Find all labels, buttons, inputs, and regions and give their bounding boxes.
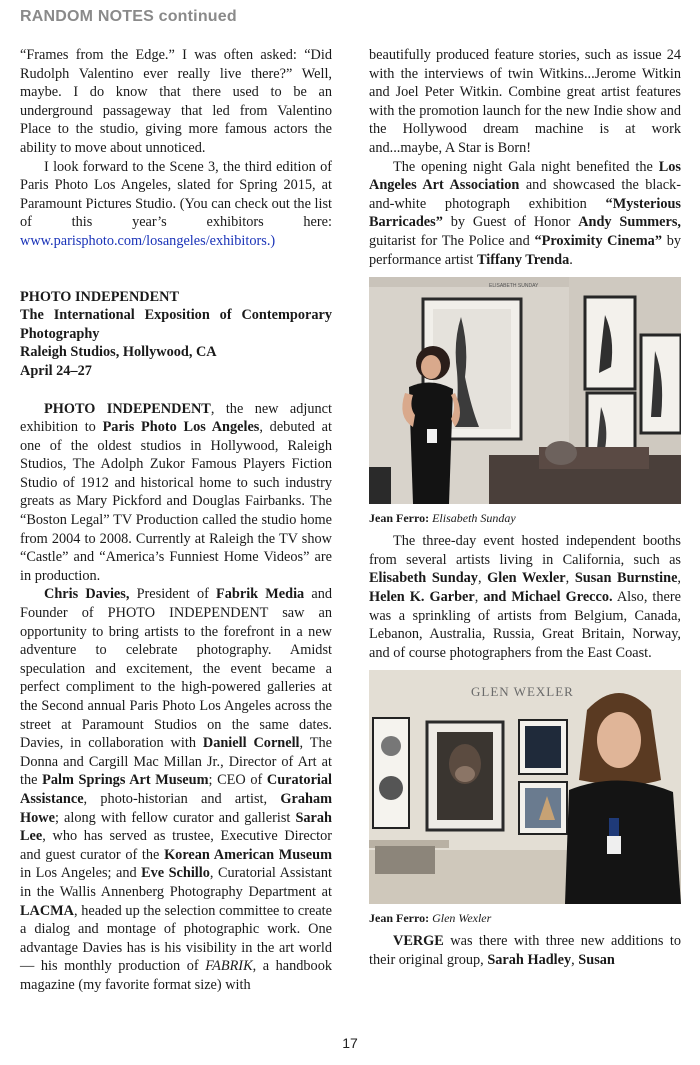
bold-text: PHOTO INDEPENDENT	[44, 400, 211, 417]
paragraph-paris-photo	[20, 158, 332, 251]
bold-text: Daniell Cornell	[202, 735, 300, 752]
bold-text: Palm Springs Art Museum	[42, 772, 209, 789]
text: ,	[477, 570, 488, 587]
text: , photo-historian and artist,	[83, 790, 281, 807]
caption-credit: Jean Ferro:	[369, 511, 433, 526]
bold-text: Tiffany Trenda	[476, 251, 570, 268]
photo-elisabeth-sunday-image	[369, 277, 681, 504]
text: .	[569, 251, 573, 268]
heading-dates: April 24–27	[20, 362, 92, 379]
bold-text: Helen K. Garber	[369, 588, 475, 605]
page-number: 17	[342, 1035, 358, 1051]
text: , Curatorial Assistant in the Wallis Annenberg Photography Department at	[20, 865, 333, 900]
bold-text: “Mysterious Barricades”	[369, 195, 681, 231]
bold-text: Korean American Museum	[164, 846, 332, 863]
text: ,	[565, 570, 575, 587]
paragraph-verge	[369, 932, 681, 969]
text: The three-day event hosted independent booths from several artists living in California, such as	[369, 533, 681, 568]
text: ,	[677, 570, 681, 587]
text: ,	[474, 588, 484, 605]
bold-text: Graham Howe	[20, 790, 332, 826]
right-column	[369, 46, 681, 969]
text: , a handbook magazine (my favorite format size) with	[20, 958, 332, 993]
text: , who has served as trustee, Executive Director and guest curator of the	[20, 828, 332, 863]
bold-text: Eve Schillo	[141, 865, 210, 882]
text: by performance artist	[369, 232, 681, 268]
bold-text: Sarah Hadley	[487, 951, 572, 968]
bold-text: Curatorial Assistance	[20, 772, 333, 807]
bold-text: LACMA	[20, 902, 75, 919]
text: , headed up the selection committee to create a dialog and montage of photographic work. One advantage Davies has is his visibility in the art world — his monthly production of	[20, 902, 332, 975]
text: ,	[571, 951, 579, 968]
bold-text: and Michael Grecco.	[483, 588, 613, 605]
text: was there with three new additions to their original group,	[369, 933, 681, 968]
text: and showcased the black-and-white photograph exhibition	[369, 177, 682, 212]
bold-text: VERGE	[393, 933, 444, 950]
text: The opening night Gala night benefited the	[393, 158, 659, 175]
text: and Founder of PHOTO INDEPENDENT saw an opportunity to bring artists to the forefront in a new adventure to celebrate photography. Amidst speculation and excitement, the event became a perfect compliment to the high-powered galleries at the Second annual Paris Photo Los Angeles across the street at Paramount Studios on the same dates. Davies, in collaboration with	[20, 586, 333, 752]
section-heading	[20, 288, 332, 381]
photo-elisabeth-sunday	[369, 277, 681, 504]
italic-text: FABRIK	[205, 958, 253, 975]
wall-text: GLEN WEXLER	[471, 684, 574, 700]
bold-text: Elisabeth Sunday	[369, 570, 478, 587]
text: Also, there was a sprinkling of artists from Belgium, Canada, Lebanon, Australia, Russia, Great Britain, Norway, and of course photographers from the East Coast.	[369, 588, 681, 661]
text: ; along with fellow curator and gallerist	[54, 809, 296, 826]
text: ; CEO of	[208, 772, 267, 789]
paragraph-frames: “Frames from the Edge.” I was often asked: “Did Rudolph Valentino ever really live there?” Well, maybe. I do know that there used to be an underground passageway that led from Valentino Place to the studio, giving more famous actors the ability to move about unnoticed.	[20, 47, 332, 156]
caption-credit: Jean Ferro:	[369, 911, 433, 926]
bold-text: Paris Photo Los Angeles	[102, 419, 260, 436]
paragraph-photo-independent	[20, 400, 332, 586]
bold-text: Chris Davies,	[44, 586, 130, 603]
paragraph-text: I look forward to the Scene 3, the third edition of Paris Photo Los Angeles, slated for Spring 2015, at Paramount Pictures Studio. (You can check out the list of this year’s exhibitors here:	[20, 158, 332, 231]
bold-text: Susan	[578, 951, 615, 968]
bold-text: Glen Wexler	[487, 570, 566, 587]
heading-venue: Raleigh Studios, Hollywood, CA	[20, 344, 217, 361]
bold-text: Los Angeles Art Association	[369, 158, 681, 194]
photo-glen-wexler	[369, 670, 681, 904]
bold-text: Fabrik Media	[216, 586, 305, 603]
heading-title: PHOTO INDEPENDENT	[20, 288, 180, 305]
text: in Los Angeles; and	[20, 865, 142, 882]
bold-text: Susan Burnstine	[574, 570, 678, 587]
text: guitarist for The Police and	[369, 232, 535, 249]
caption-subject: Elisabeth Sunday	[432, 511, 516, 526]
text: by Guest of Honor	[442, 214, 579, 231]
paragraph-three-day-event	[369, 532, 681, 662]
bold-text: “Proximity Cinema”	[534, 232, 662, 249]
left-column	[20, 46, 332, 995]
paragraph-chris-davies	[20, 585, 332, 994]
bold-text: Sarah Lee	[20, 809, 332, 845]
caption-elisabeth-sunday	[369, 510, 681, 526]
text: , the new adjunct exhibition to	[20, 400, 332, 436]
paragraph-witkins: beautifully produced feature stories, such as issue 24 with the interviews of twin Witkins...Jerome Witkin and Joel Peter Witkin. Combine great artist features with the promotion launch for the new Indie show and the Hollywood dream machine is at work and...maybe, A Star is Born!	[369, 47, 681, 156]
heading-subtitle: The International Exposition of Contemporary Photography	[20, 307, 332, 342]
caption-subject: Glen Wexler	[432, 911, 492, 926]
caption-glen-wexler	[369, 910, 681, 926]
text: , The Donna and Cargill Mac Millan Jr., Director of Art at the	[20, 735, 332, 789]
paragraph-gala	[369, 158, 681, 270]
section-header: RANDOM NOTES continued	[20, 8, 237, 25]
photo-glen-wexler-image	[369, 670, 681, 904]
text: President of	[129, 586, 217, 603]
wall-text: ELISABETH SUNDAY	[489, 283, 539, 290]
text: , debuted at one of the oldest studios in Hollywood, Raleigh Studios, The Adolph Zukor Famous Players Fiction Studio of 1912 and historical home to such industry greats as Mary Pickford and Douglas Fairbanks. The “Boston Legal” TV Production called the studio home from 2004 to 2008. Currently at Raleigh the TV show “Castle” and “America’s Funniest Home Videos” are in production.	[20, 419, 332, 584]
bold-text: Andy Summers,	[578, 214, 681, 231]
exhibitors-link[interactable]: www.parisphoto.com/losangeles/exhibitors.)	[20, 232, 276, 249]
